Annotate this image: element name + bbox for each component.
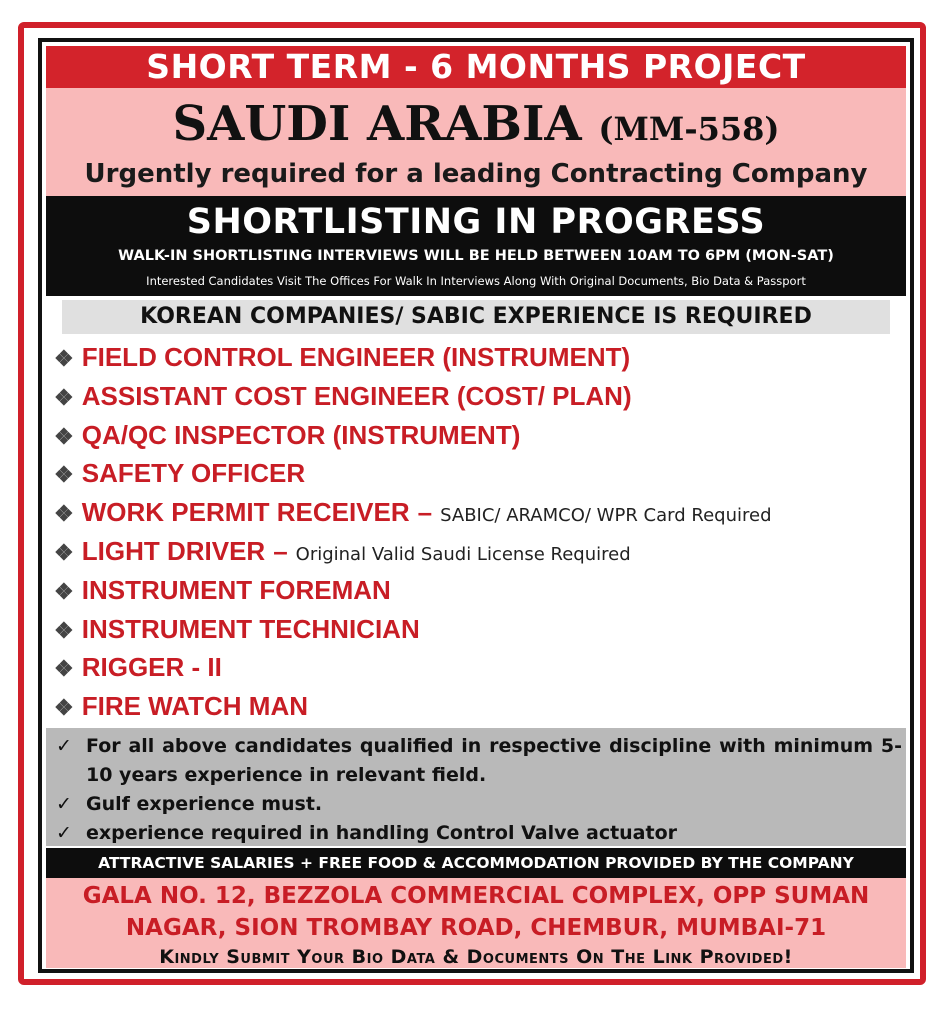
diamond-bullet-icon: ❖ <box>54 578 74 604</box>
checkmark-icon: ✓ <box>56 822 72 844</box>
benefits-banner: ATTRACTIVE SALARIES + FREE FOOD & ACCOMMODATION PROVIDED BY THE COMPANY <box>46 848 906 878</box>
job-title: FIRE WATCH MAN <box>81 691 309 722</box>
job-note: SABIC/ ARAMCO/ WPR Card Required <box>440 505 772 527</box>
job-item <box>54 687 904 726</box>
job-title: INSTRUMENT TECHNICIAN <box>81 613 420 644</box>
job-item <box>54 454 904 493</box>
checkmark-icon: ✓ <box>56 793 72 815</box>
shortlisting-title: SHORTLISTING IN PROGRESS <box>186 202 766 242</box>
diamond-bullet-icon: ❖ <box>54 346 74 371</box>
requirement-text: For all above candidates qualified in respective discipline with minimum 5-10 years experience in relevant field. <box>86 735 902 786</box>
job-title: ASSISTANT COST ENGINEER (COST/ PLAN) <box>81 380 632 411</box>
job-item <box>54 493 904 532</box>
job-item <box>54 416 904 455</box>
page-title <box>46 96 906 157</box>
poster <box>38 38 914 973</box>
job-title: WORK PERMIT RECEIVER <box>81 497 410 528</box>
job-title: RIGGER - II <box>81 652 222 683</box>
submit-note: Kindly Submit Your Bio Data & Documents On The Link Provided! <box>159 946 793 968</box>
job-item <box>54 648 904 687</box>
instructions-text: Interested Candidates Visit The Offices For Walk In Interviews Along With Original Documents, Bio Data & Passport <box>146 274 806 288</box>
requirements-block <box>46 728 906 846</box>
job-item <box>54 338 904 377</box>
dash-separator: – <box>417 497 433 528</box>
diamond-bullet-icon: ❖ <box>54 501 74 527</box>
diamond-bullet-icon: ❖ <box>54 617 74 643</box>
job-note: Original Valid Saudi License Required <box>295 543 631 565</box>
diamond-bullet-icon: ❖ <box>54 462 74 488</box>
address-line-2: NAGAR, SION TROMBAY ROAD, CHEMBUR, MUMBAI-71 <box>125 915 827 941</box>
job-title: QA/QC INSPECTOR (INSTRUMENT) <box>81 419 521 450</box>
job-item <box>54 532 904 571</box>
address-block <box>46 878 906 968</box>
job-item <box>54 610 904 649</box>
address-line-1: GALA NO. 12, BEZZOLA COMMERCIAL COMPLEX, OPP SUMAN <box>82 883 870 909</box>
job-item <box>54 571 904 610</box>
checkmark-icon: ✓ <box>56 735 72 757</box>
diamond-bullet-icon: ❖ <box>54 384 74 410</box>
dash-separator: – <box>273 535 288 566</box>
job-title: LIGHT DRIVER <box>81 535 266 566</box>
job-title: SAFETY OFFICER <box>81 458 306 489</box>
walk-in-text: WALK-IN SHORTLISTING INTERVIEWS WILL BE HELD BETWEEN 10AM TO 6PM (MON-SAT) <box>118 248 834 264</box>
reference-code: (MM-558) <box>598 110 780 148</box>
project-banner: SHORT TERM - 6 MONTHS PROJECT <box>46 46 906 88</box>
job-title: INSTRUMENT FOREMAN <box>81 574 391 605</box>
requirement-text: Gulf experience must. <box>86 793 323 815</box>
requirements-list <box>56 732 902 848</box>
urgency-text: Urgently required for a leading Contracting Company <box>84 159 868 189</box>
requirement-item <box>56 819 902 848</box>
diamond-bullet-icon: ❖ <box>54 656 74 682</box>
requirement-text: experience required in handling Control Valve actuator <box>86 822 678 844</box>
diamond-bullet-icon: ❖ <box>54 695 74 721</box>
diamond-bullet-icon: ❖ <box>54 539 74 565</box>
diamond-bullet-icon: ❖ <box>54 423 74 449</box>
job-item <box>54 377 904 416</box>
requirement-item <box>56 732 902 790</box>
title-block <box>46 88 906 196</box>
country-title: SAUDI ARABIA <box>172 96 582 152</box>
job-list <box>54 338 904 726</box>
job-title: FIELD CONTROL ENGINEER (INSTRUMENT) <box>81 342 631 372</box>
address-text <box>46 880 906 944</box>
requirement-banner: KOREAN COMPANIES/ SABIC EXPERIENCE IS REQUIRED <box>62 300 890 334</box>
shortlisting-block <box>46 196 906 296</box>
requirement-item <box>56 790 902 819</box>
